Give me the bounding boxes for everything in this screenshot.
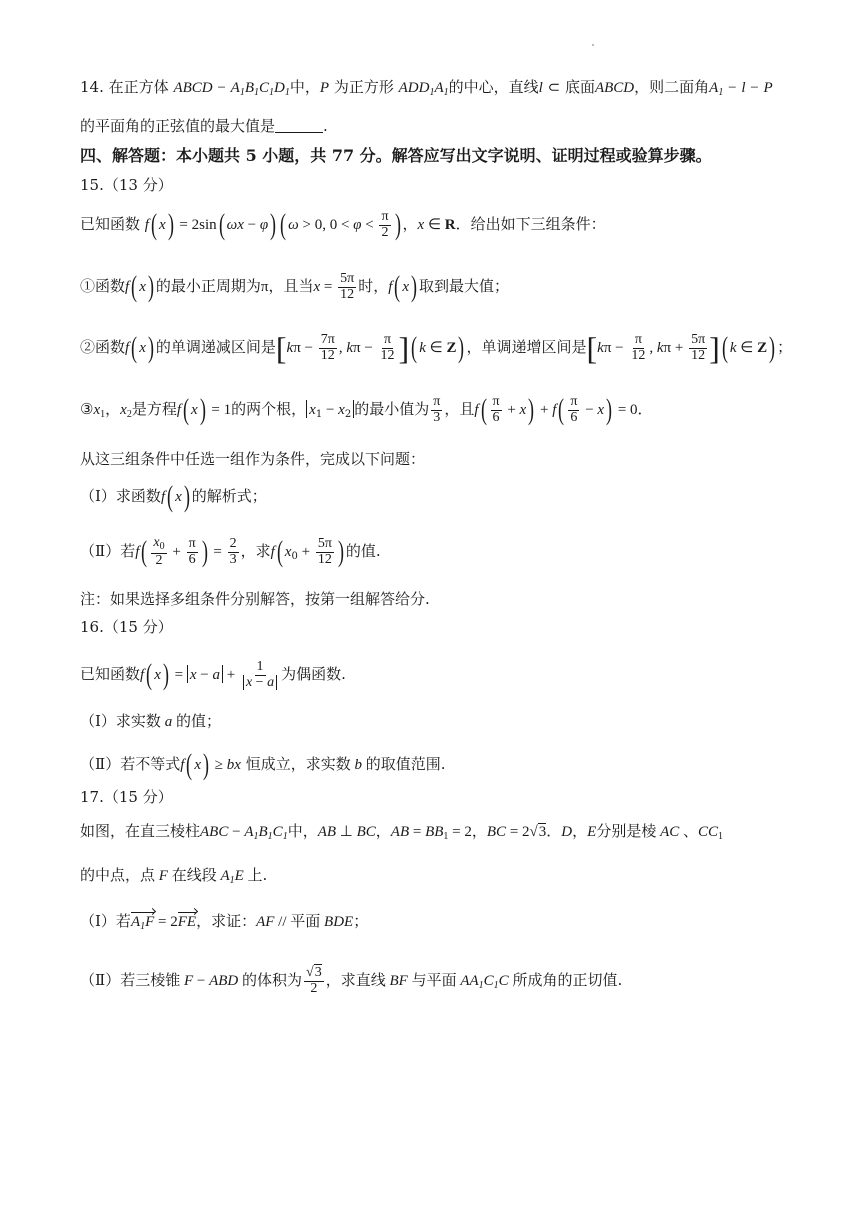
q15-intro: 已知函数 f( x) = 2sin( ωx − φ) ( ω > 0, 0 < φ < $\frac{\pi}{2}$ ) ，x ∈ R．给出如下三组条件：	[80, 208, 606, 242]
q14-line1: 14. 在正方体 ABCD − $A_1B_1C_1D_1$中，P 为正方形 $ADD_1A_1$的中心，直线l ⊂ 底面ABCD，则二面角$A_1 - l - P$	[80, 78, 773, 98]
q15-condition-1: ①函数f( x) 的最小正周期为π，且当x = $\frac{5\pi}{12}$ 时，f( x) 取到最大值；	[80, 270, 510, 304]
q15-part-2: （Ⅱ）若f( $\frac{x_0}{2}$ + $\frac{\pi}{6}$ ) = $\frac{2}{3}$ ，求f( $x_0$ + $\frac{5\pi}{12}$ ) 的值.	[80, 535, 381, 569]
q16-part-1: （Ⅰ）求实数 a 的值；	[80, 712, 221, 730]
q17-part-2: （Ⅱ）若三棱锥 F − ABD 的体积为 $\frac{√3}{2}$ ，求直线 BF 与平面 $AA_1C_1C$ 所成角的正切值.	[80, 965, 623, 996]
q15-choose: 从这三组条件中任选一组作为条件，完成以下问题：	[80, 450, 426, 468]
q16-intro: 已知函数f( x) = x − a + $\frac{1}{x - a}$ 为偶函数.	[80, 658, 346, 692]
scan-speck	[592, 44, 594, 46]
q17-part-1: （Ⅰ）若$A_1F = 2FE$，求证：AF // 平面 BDE；	[80, 912, 369, 932]
q15-condition-2: ②函数f( x) 的单调递减区间是[kπ − $\frac{7\pi}{12}$ , kπ − $\frac{\pi}{12}$ ]( k ∈ Z) ，单调递增区间是[kπ − $\frac{\pi}{12}$ , kπ + $\frac{5\pi}{12}$ ]( k ∈ Z) ；	[80, 330, 793, 366]
q17-line2: 的中点，点 F 在线段 $A_1E$ 上.	[80, 866, 268, 886]
q16-header: 16.（15 分）	[80, 618, 173, 636]
q17-intro: 如图，在直三棱柱ABC − $A_1B_1C_1$中，AB ⊥ BC，AB = $BB_1 = 2$，BC = 2√3．D，E分别是棱 AC 、$CC_1$	[80, 822, 724, 842]
q15-condition-3: $③x_1$，$x_2$是方程f( x) = 1的两个根， $x_1 - x_2$ 的最小值为 $\frac{\pi}{3}$ ，且f( $\frac{\pi}{6}$ + x) + f( $\frac{\pi}{6}$ − x) = 0．	[80, 393, 653, 427]
answer-blank[interactable]	[275, 118, 323, 133]
q15-header: 15.（13 分）	[80, 176, 173, 194]
q14-line2: 的平面角的正弦值的最大值是 .	[80, 117, 328, 135]
q16-part-2: （Ⅱ）若不等式f( x) ≥ bx 恒成立，求实数 b 的取值范围.	[80, 748, 446, 781]
q15-note: 注：如果选择多组条件分别解答，按第一组解答给分.	[80, 590, 430, 608]
section-heading: 四、解答题：本小题共 5 小题，共 77 分。解答应写出文字说明、证明过程或验算步骤。	[80, 146, 712, 165]
q17-header: 17.（15 分）	[80, 788, 173, 806]
q15-part-1: （Ⅰ）求函数f( x) 的解析式；	[80, 480, 267, 513]
question-number: 14.	[80, 78, 104, 96]
